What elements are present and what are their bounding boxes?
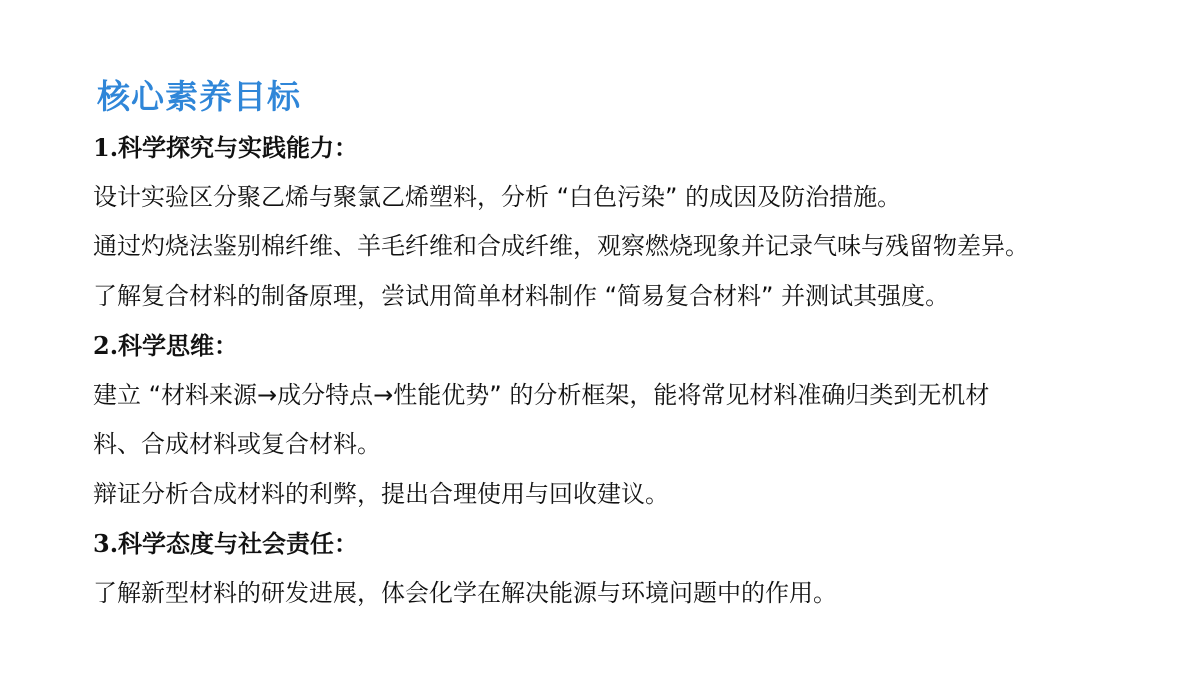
section-heading-inquiry: 1.科学探究与实践能力： [93,133,359,162]
objectives-content [93,128,1173,623]
objective-line: 了解复合材料的制备原理，尝试用简单材料制作 “简易复合材料” 并测试其强度。 [93,281,950,310]
section-heading-thinking: 2.科学思维： [93,331,239,360]
objective-line: 了解新型材料的研发进展，体会化学在解决能源与环境问题中的作用。 [93,578,837,607]
objective-line: 通过灼烧法鉴别棉纤维、羊毛纤维和合成纤维，观察燃烧现象并记录气味与残留物差异。 [93,232,1029,260]
objective-line: 辩证分析合成材料的利弊，提出合理使用与回收建议。 [93,479,669,508]
objective-line: 料、合成材料或复合材料。 [93,430,381,458]
section-heading-attitude: 3.科学态度与社会责任： [93,529,359,558]
objective-line: 设计实验区分聚乙烯与聚氯乙烯塑料，分析 “白色污染” 的成因及防治措施。 [93,182,902,211]
page-title: 核心素养目标 [97,77,301,116]
objective-line: 建立 “材料来源→成分特点→性能优势” 的分析框架，能将常见材料准确归类到无机材 [93,380,990,409]
